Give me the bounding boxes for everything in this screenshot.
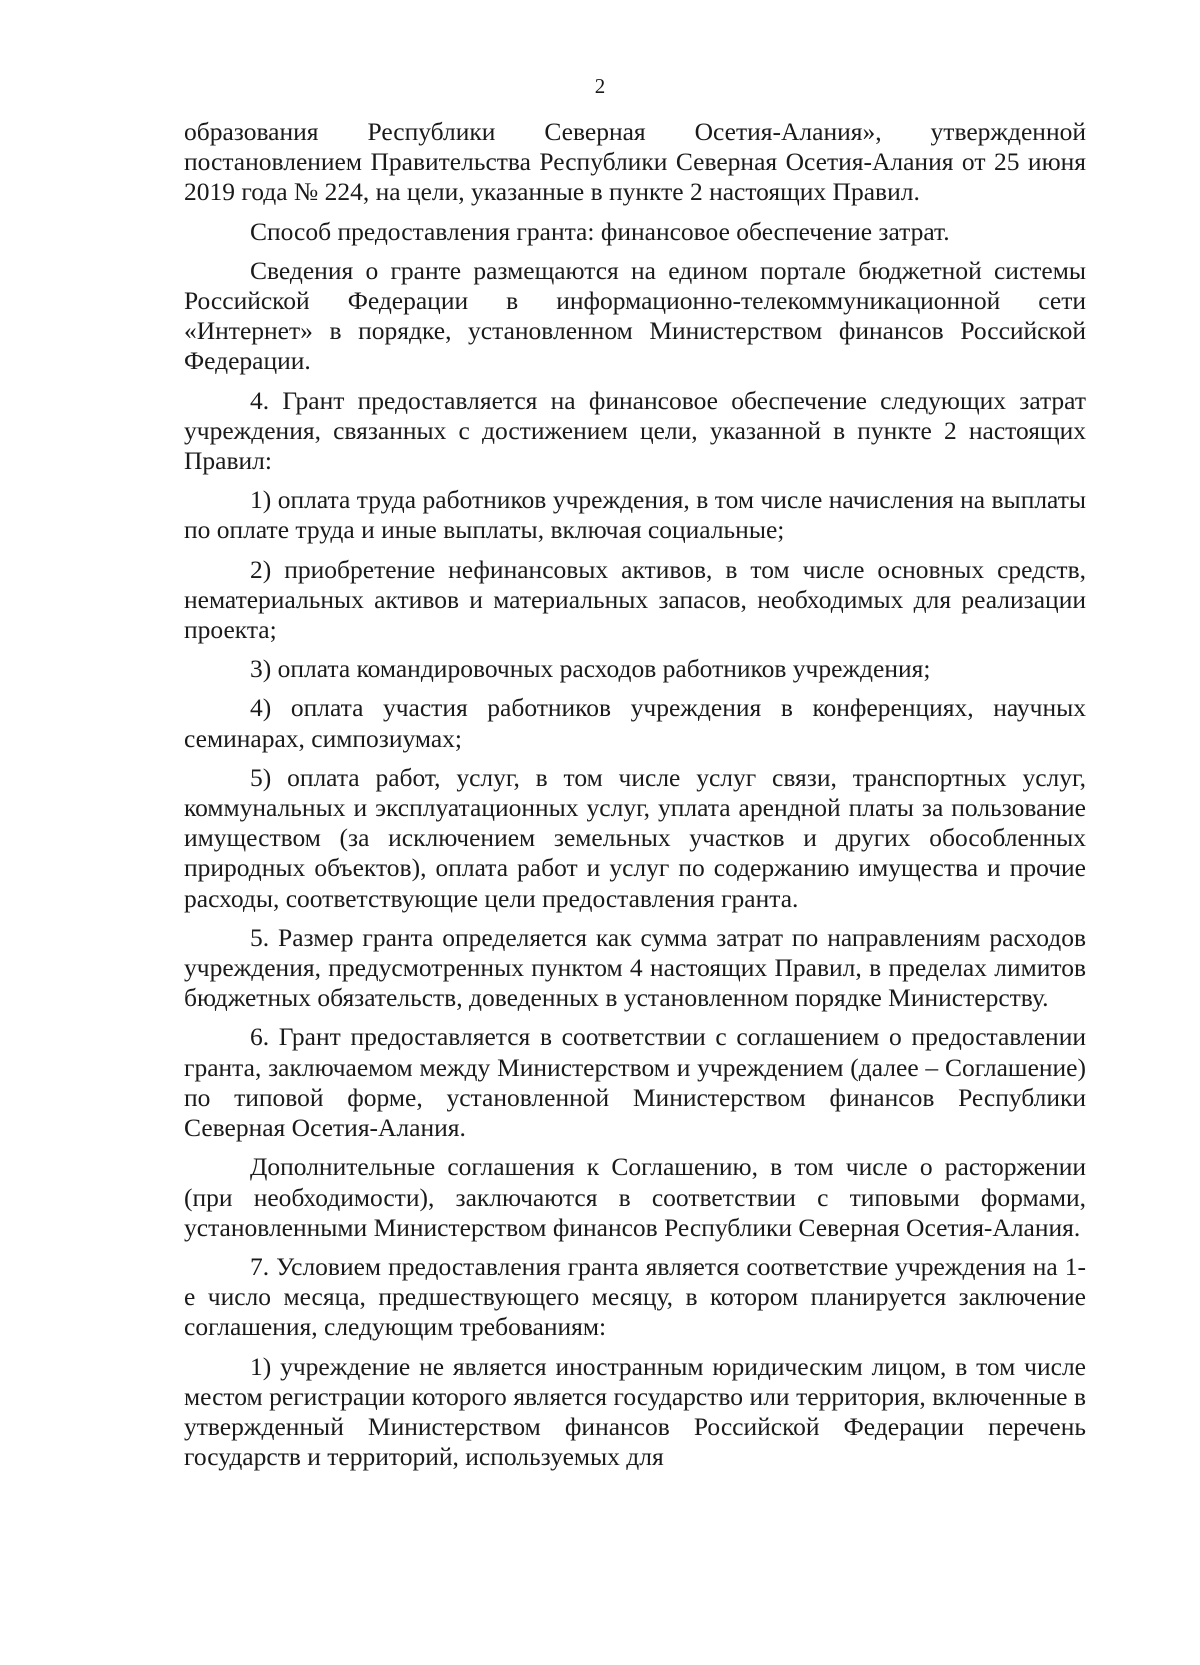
paragraph-grant-method: Способ предоставления гранта: финансовое обеспечение затрат. [250,216,950,246]
clause-4-item-5: 5) оплата работ, услуг, в том числе услуг связи, транспортных услуг, коммунальных и эксплуатационных услуг, уплата арендной платы за пользование имуществом (за исключением земельных участков и других обособленных природных объектов), оплата работ и услуг по содержанию имущества и прочие расходы, соответствующие цели предоставления гранта. [184,762,1086,913]
paragraph-additional-agreements: Дополнительные соглашения к Соглашению, в том числе о расторжении (при необходимости), заключаются в соответствии с типовыми формами, установленными Министерством финансов Республики Северная Осетия-Алания. [184,1152,1086,1242]
document-body [184,117,1086,1472]
clause-7: 7. Условием предоставления гранта является соответствие учреждения на 1-е число месяца, предшествующего месяцу, в котором планируется заключение соглашения, следующим требованиям: [184,1251,1086,1342]
clause-4-item-4: 4) оплата участия работников учреждения в конференциях, научных семинарах, симпозиумах; [184,693,1086,753]
clause-4-item-1: 1) оплата труда работников учреждения, в том числе начисления на выплаты по оплате труда и иные выплаты, включая социальные; [184,485,1086,545]
clause-7-item-1: 1) учреждение не является иностранным юридическим лицом, в том числе местом регистрации которого является государство или территория, включенные в утвержденный Министерством финансов Российской Федерации перечень государств и территорий, используемых для [184,1351,1086,1472]
clause-4-item-2: 2) приобретение нефинансовых активов, в том числе основных средств, нематериальных активов и материальных запасов, необходимых для реализации проекта; [184,554,1086,645]
clause-6: 6. Грант предоставляется в соответствии с соглашением о предоставлении гранта, заключаемом между Министерством и учреждением (далее – Соглашение) по типовой форме, установленной Министерством финансов Республики Северная Осетия-Алания. [184,1022,1086,1143]
clause-5: 5. Размер гранта определяется как сумма затрат по направлениям расходов учреждения, предусмотренных пунктом 4 настоящих Правил, в пределах лимитов бюджетных обязательств, доведенных в установленном порядке Министерству. [184,922,1086,1013]
page-number: 2 [594,74,606,98]
paragraph-continuation: образования Республики Северная Осетия-Алания», утвержденной постановлением Правительства Республики Северная Осетия-Алания от 25 июня 2019 года № 224, на цели, указанные в пункте 2 настоящих Правил. [184,117,1086,207]
paragraph-grant-info: Сведения о гранте размещаются на едином портале бюджетной системы Российской Федерации в информационно-телекоммуникационной сети «Интернет» в порядке, установленном Министерством финансов Российской Федерации. [184,255,1086,376]
clause-4-item-3: 3) оплата командировочных расходов работников учреждения; [250,654,931,684]
clause-4: 4. Грант предоставляется на финансовое обеспечение следующих затрат учреждения, связанных с достижением цели, указанной в пункте 2 настоящих Правил: [184,385,1086,476]
